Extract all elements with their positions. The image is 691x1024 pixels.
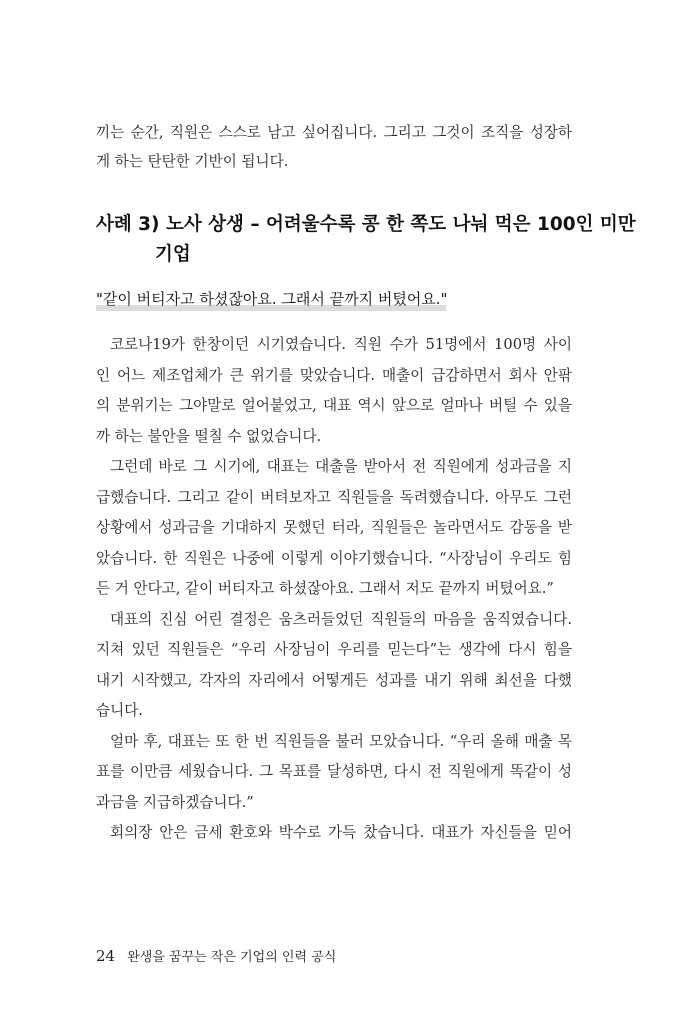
body-text-line: 코로나19가 한창이던 시기였습니다. 직원 수가 51명에서 100명 사이 [110,336,572,353]
body-text-line: 았습니다. 한 직원은 나중에 이렇게 이야기했습니다. “사장님이 우리도 힘 [96,549,572,567]
body-text-line: 얼마 후, 대표는 또 한 번 직원들을 불러 모았습니다. “우리 올해 매출 목 [110,732,572,750]
body-text-line: 상황에서 성과금을 기대하지 못했던 터라, 직원들은 놀라면서도 감동을 받 [96,519,572,536]
body-text-line: 의 분위기는 그야말로 얼어붙었고, 대표 역시 앞으로 얼마나 버틸 수 있을 [96,397,572,414]
body-text-line: 표를 이만큼 세웠습니다. 그 목표를 달성하면, 다시 전 직원에게 똑같이 성 [96,763,572,780]
page-number: 24 [96,947,116,965]
body-text-line: 인 어느 제조업체가 큰 위기를 맞았습니다. 매출이 급감하면서 회사 안팎 [96,366,572,384]
body-text-line: 내기 시작했고, 각자의 자리에서 어떻게든 성과를 내기 위해 최선을 다했 [96,671,572,689]
body-text-line: 끼는 순간, 직원은 스스로 남고 싶어집니다. 그리고 그것이 조직을 성장하 [96,124,572,141]
body-text-line: 급했습니다. 그리고 같이 버텨보자고 직원들을 독려했습니다. 아무도 그런 [96,488,572,506]
subheading-quote: "같이 버티자고 하셨잖아요. 그래서 끝까지 버텼어요." [96,290,448,308]
body-text-line: 까 하는 불안을 떨칠 수 없었습니다. [96,427,322,445]
body-text-line: 지쳐 있던 직원들은 “우리 사장님이 우리를 믿는다”는 생각에 다시 힘을 [96,641,572,658]
body-text-line: 게 하는 탄탄한 기반이 됩니다. [96,153,289,170]
section-heading: 사례 3) 노사 상생 – 어려울수록 콩 한 쪽도 나눠 먹은 100인 미만 [96,214,636,235]
body-text-line: 회의장 안은 금세 환호와 박수로 가득 찼습니다. 대표가 자신들을 믿어 [110,824,572,841]
body-text-line: 그런데 바로 그 시기에, 대표는 대출을 받아서 전 직원에게 성과금을 지 [110,458,572,475]
book-title: 완생을 꿈꾸는 작은 기업의 인력 공식 [127,950,337,965]
body-text-line: 대표의 진심 어린 결정은 움츠러들었던 직원들의 마음을 움직였습니다. [110,610,572,628]
body-text-line: 습니다. [96,702,143,719]
body-text-line: 과금을 지급하겠습니다.” [96,793,254,811]
page-footer [96,946,336,965]
section-heading-continued: 기업 [155,244,191,265]
body-text-line: 든 거 안다고, 같이 버티자고 하셨잖아요. 그래서 저도 끝까지 버텼어요.” [96,580,554,597]
